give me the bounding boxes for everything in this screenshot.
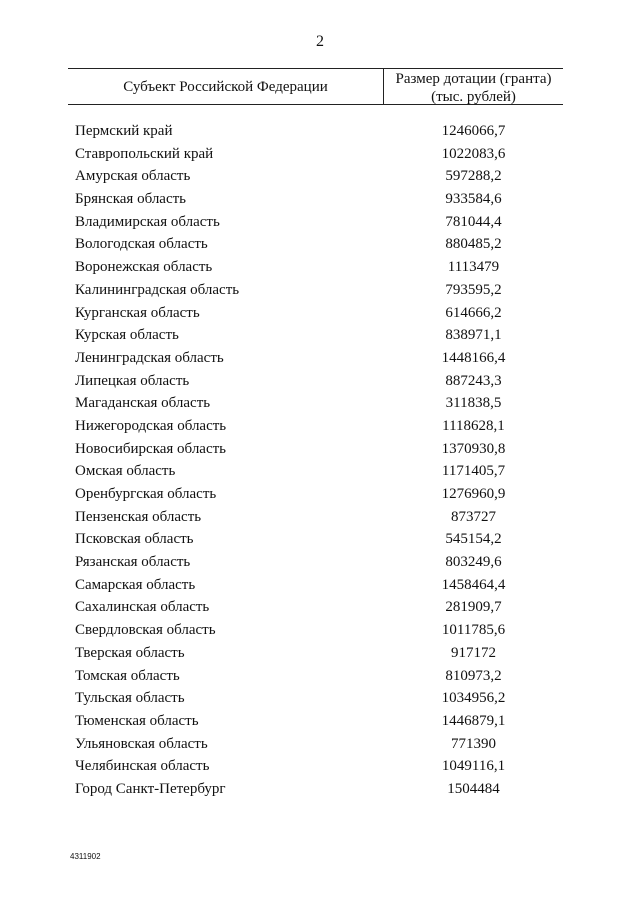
subject-name: Омская область: [75, 463, 176, 480]
subject-name: Ульяновская область: [75, 735, 208, 752]
subject-name: Липецкая область: [75, 372, 190, 389]
table-row: [0, 324, 640, 347]
table-row: [0, 211, 640, 234]
subject-name: Город Санкт-Петербург: [75, 780, 226, 797]
table-row: [0, 642, 640, 665]
grant-amount: 1276960,9: [441, 486, 506, 502]
grant-amount: 1458464,4: [441, 576, 506, 593]
grant-amount: 1049116,1: [441, 758, 506, 775]
grant-amount: 614666,2: [445, 304, 502, 321]
grant-amount: 803249,6: [445, 554, 502, 571]
table-row: [0, 528, 640, 551]
table-row: [0, 279, 640, 302]
subject-name: Тверская область: [75, 644, 185, 661]
table-row: [0, 506, 640, 529]
subject-name: Вологодская область: [75, 236, 208, 253]
grant-amount: 1034956,2: [441, 690, 506, 707]
grant-amount: 1504484: [447, 780, 500, 797]
table-row: [0, 483, 640, 506]
subject-name: Тульская область: [75, 690, 185, 707]
table-row: [0, 233, 640, 256]
subject-name: Воронежская область: [75, 259, 213, 276]
grant-amount: 793595,2: [445, 281, 502, 298]
subject-name: Магаданская область: [75, 395, 211, 412]
subject-name: Томская область: [75, 667, 180, 684]
subject-name: Новосибирская область: [75, 440, 227, 457]
document-code: 4311902: [70, 852, 101, 861]
subject-name: Владимирская область: [75, 213, 220, 230]
table-row: [0, 165, 640, 188]
subject-name: Пензенская область: [75, 508, 202, 525]
table-row: [0, 733, 640, 756]
grant-amount: 810973,2: [445, 667, 502, 684]
table-row: [0, 619, 640, 642]
subject-name: Самарская область: [75, 576, 196, 593]
subject-name: Псковская область: [75, 531, 194, 548]
grant-amount: 1113479: [447, 259, 500, 276]
grant-amount: 281909,7: [445, 599, 502, 616]
amount-header-line2: (тыс. рублей): [431, 89, 516, 105]
table-row: [0, 302, 640, 325]
grant-amount: 838971,1: [445, 327, 502, 344]
table-row: [0, 256, 640, 279]
grant-amount: 880485,2: [445, 236, 502, 253]
subject-name: Рязанская область: [75, 554, 191, 571]
subject-name: Нижегородская область: [75, 417, 227, 434]
table-row: [0, 596, 640, 619]
grant-amount: 1022083,6: [441, 145, 506, 162]
subject-name: Курганская область: [75, 304, 200, 321]
table-row: [0, 551, 640, 574]
table-row: [0, 415, 640, 438]
grant-amount: 311838,5: [445, 395, 502, 412]
grant-amount: 1446879,1: [441, 712, 506, 729]
subject-name: Сахалинская область: [75, 599, 210, 616]
grant-amount: 1011785,6: [441, 622, 506, 639]
table-row: [0, 710, 640, 733]
subject-name: Ставропольский край: [75, 145, 214, 162]
grant-amount: 917172: [451, 644, 496, 661]
grant-amount: 1370930,8: [441, 440, 506, 457]
grant-amount: 1118628,1: [442, 417, 505, 434]
table-row: [0, 347, 640, 370]
table-top-rule: [68, 68, 563, 69]
subject-name: Калининградская область: [75, 281, 240, 298]
table-row: [0, 755, 640, 778]
grant-amount: 597288,2: [445, 168, 502, 185]
grant-amount: 781044,4: [445, 213, 502, 230]
subject-name: Оренбургская область: [75, 486, 217, 502]
table-row: [0, 574, 640, 597]
grant-amount: 887243,3: [445, 372, 502, 389]
subject-name: Челябинская область: [75, 758, 210, 775]
subject-name: Курская область: [75, 327, 179, 344]
table-row: [0, 438, 640, 461]
subject-name: Пермский край: [75, 123, 173, 139]
table-row: [0, 778, 640, 801]
subject-column-header: Субъект Российской Федерации: [123, 79, 328, 95]
table-row: [0, 143, 640, 166]
table-row: [0, 188, 640, 211]
page-number: 2: [316, 33, 324, 50]
subject-name: Ленинградская область: [75, 349, 224, 366]
grant-amount: 545154,2: [445, 531, 502, 548]
table-row: [0, 687, 640, 710]
table-body: [0, 120, 640, 801]
subject-name: Амурская область: [75, 168, 191, 185]
table-row: [0, 665, 640, 688]
table-row: [0, 120, 640, 143]
grant-amount: 1246066,7: [441, 123, 506, 139]
grant-amount: 1171405,7: [441, 463, 506, 480]
subject-name: Тюменская область: [75, 712, 199, 729]
table-row: [0, 392, 640, 415]
grant-amount: 1448166,4: [441, 349, 506, 366]
table-row: [0, 370, 640, 393]
subject-name: Брянская область: [75, 191, 187, 208]
table-row: [0, 460, 640, 483]
subject-name: Свердловская область: [75, 622, 216, 639]
grant-amount: 933584,6: [445, 191, 502, 208]
amount-header-line1: Размер дотации (гранта): [395, 71, 552, 87]
amount-column-header: [384, 70, 563, 106]
grant-amount: 873727: [451, 508, 496, 525]
grant-amount: 771390: [451, 735, 496, 752]
